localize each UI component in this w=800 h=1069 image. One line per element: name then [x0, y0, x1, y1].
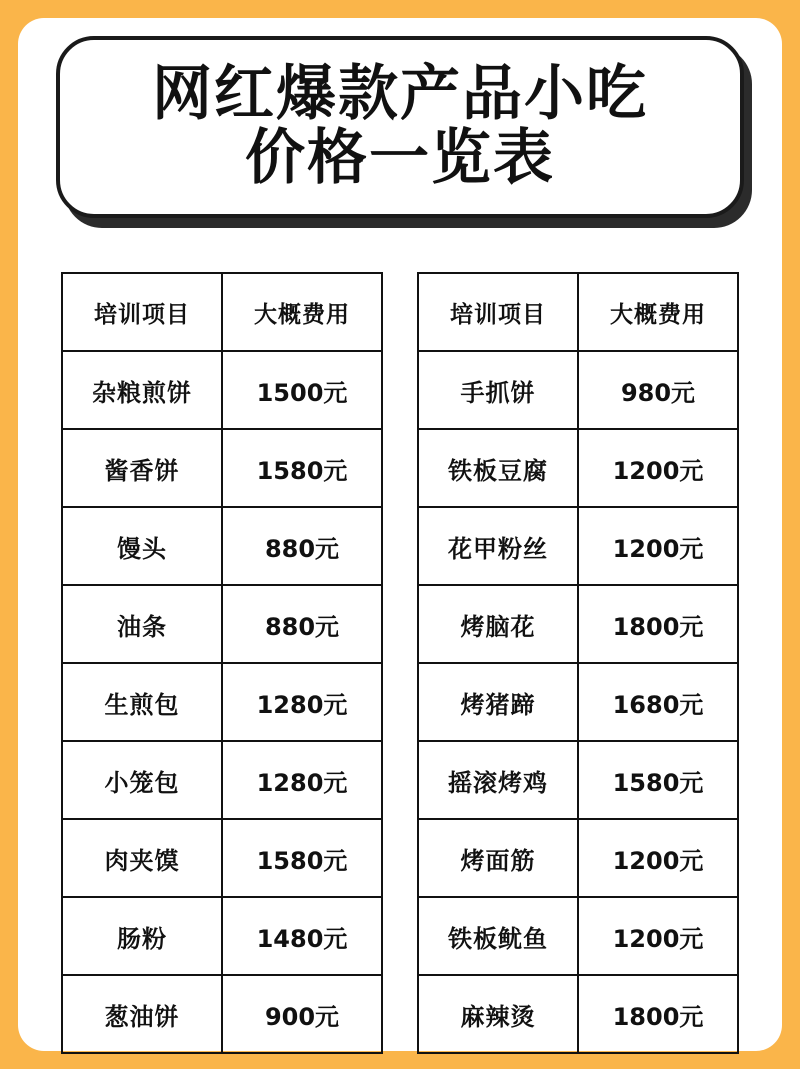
cell-price: 1800元 — [578, 975, 738, 1053]
table-row — [62, 741, 382, 819]
table-row — [62, 351, 382, 429]
cell-price: 1680元 — [578, 663, 738, 741]
cell-item: 烤猪蹄 — [418, 663, 578, 741]
table-row — [418, 819, 738, 897]
table-row — [62, 897, 382, 975]
cell-price: 900元 — [222, 975, 382, 1053]
cell-item: 肠粉 — [62, 897, 222, 975]
page-title-line-1: 网红爆款产品小吃 — [152, 59, 648, 130]
column-header-item: 培训项目 — [62, 273, 222, 351]
cell-price: 1200元 — [578, 507, 738, 585]
cell-item: 杂粮煎饼 — [62, 351, 222, 429]
cell-price: 1280元 — [222, 741, 382, 819]
table-row — [418, 975, 738, 1053]
cell-item: 铁板鱿鱼 — [418, 897, 578, 975]
table-row — [62, 975, 382, 1053]
table-row — [418, 741, 738, 819]
cell-item: 麻辣烫 — [418, 975, 578, 1053]
table-row — [418, 429, 738, 507]
table-row — [418, 663, 738, 741]
price-tables — [18, 272, 782, 1054]
cell-item: 花甲粉丝 — [418, 507, 578, 585]
table-row — [62, 819, 382, 897]
table-row — [62, 429, 382, 507]
title-box — [56, 36, 744, 218]
cell-item: 铁板豆腐 — [418, 429, 578, 507]
cell-item: 摇滚烤鸡 — [418, 741, 578, 819]
table-row — [418, 897, 738, 975]
cell-item: 肉夹馍 — [62, 819, 222, 897]
cell-item: 小笼包 — [62, 741, 222, 819]
cell-price: 1200元 — [578, 897, 738, 975]
cell-item: 酱香饼 — [62, 429, 222, 507]
poster-card — [18, 18, 782, 1051]
cell-item: 手抓饼 — [418, 351, 578, 429]
cell-price: 1280元 — [222, 663, 382, 741]
table-row — [62, 663, 382, 741]
cell-price: 1580元 — [578, 741, 738, 819]
column-header-item: 培训项目 — [418, 273, 578, 351]
table-row — [418, 585, 738, 663]
cell-item: 生煎包 — [62, 663, 222, 741]
price-table-left — [61, 272, 383, 1054]
table-row — [418, 507, 738, 585]
table-row — [62, 507, 382, 585]
table-header-row — [62, 273, 382, 351]
cell-price: 1500元 — [222, 351, 382, 429]
cell-price: 1200元 — [578, 429, 738, 507]
cell-price: 1580元 — [222, 819, 382, 897]
cell-item: 烤面筋 — [418, 819, 578, 897]
table-header-row — [418, 273, 738, 351]
cell-price: 880元 — [222, 585, 382, 663]
cell-price: 1480元 — [222, 897, 382, 975]
cell-price: 980元 — [578, 351, 738, 429]
column-header-price: 大概费用 — [222, 273, 382, 351]
cell-price: 1200元 — [578, 819, 738, 897]
page-title-line-2: 价格一览表 — [245, 123, 555, 193]
cell-item: 油条 — [62, 585, 222, 663]
cell-price: 880元 — [222, 507, 382, 585]
column-header-price: 大概费用 — [578, 273, 738, 351]
cell-price: 1580元 — [222, 429, 382, 507]
price-table-right — [417, 272, 739, 1054]
cell-item: 馒头 — [62, 507, 222, 585]
cell-price: 1800元 — [578, 585, 738, 663]
table-row — [62, 585, 382, 663]
cell-item: 葱油饼 — [62, 975, 222, 1053]
title-banner — [56, 36, 744, 232]
cell-item: 烤脑花 — [418, 585, 578, 663]
table-row — [418, 351, 738, 429]
